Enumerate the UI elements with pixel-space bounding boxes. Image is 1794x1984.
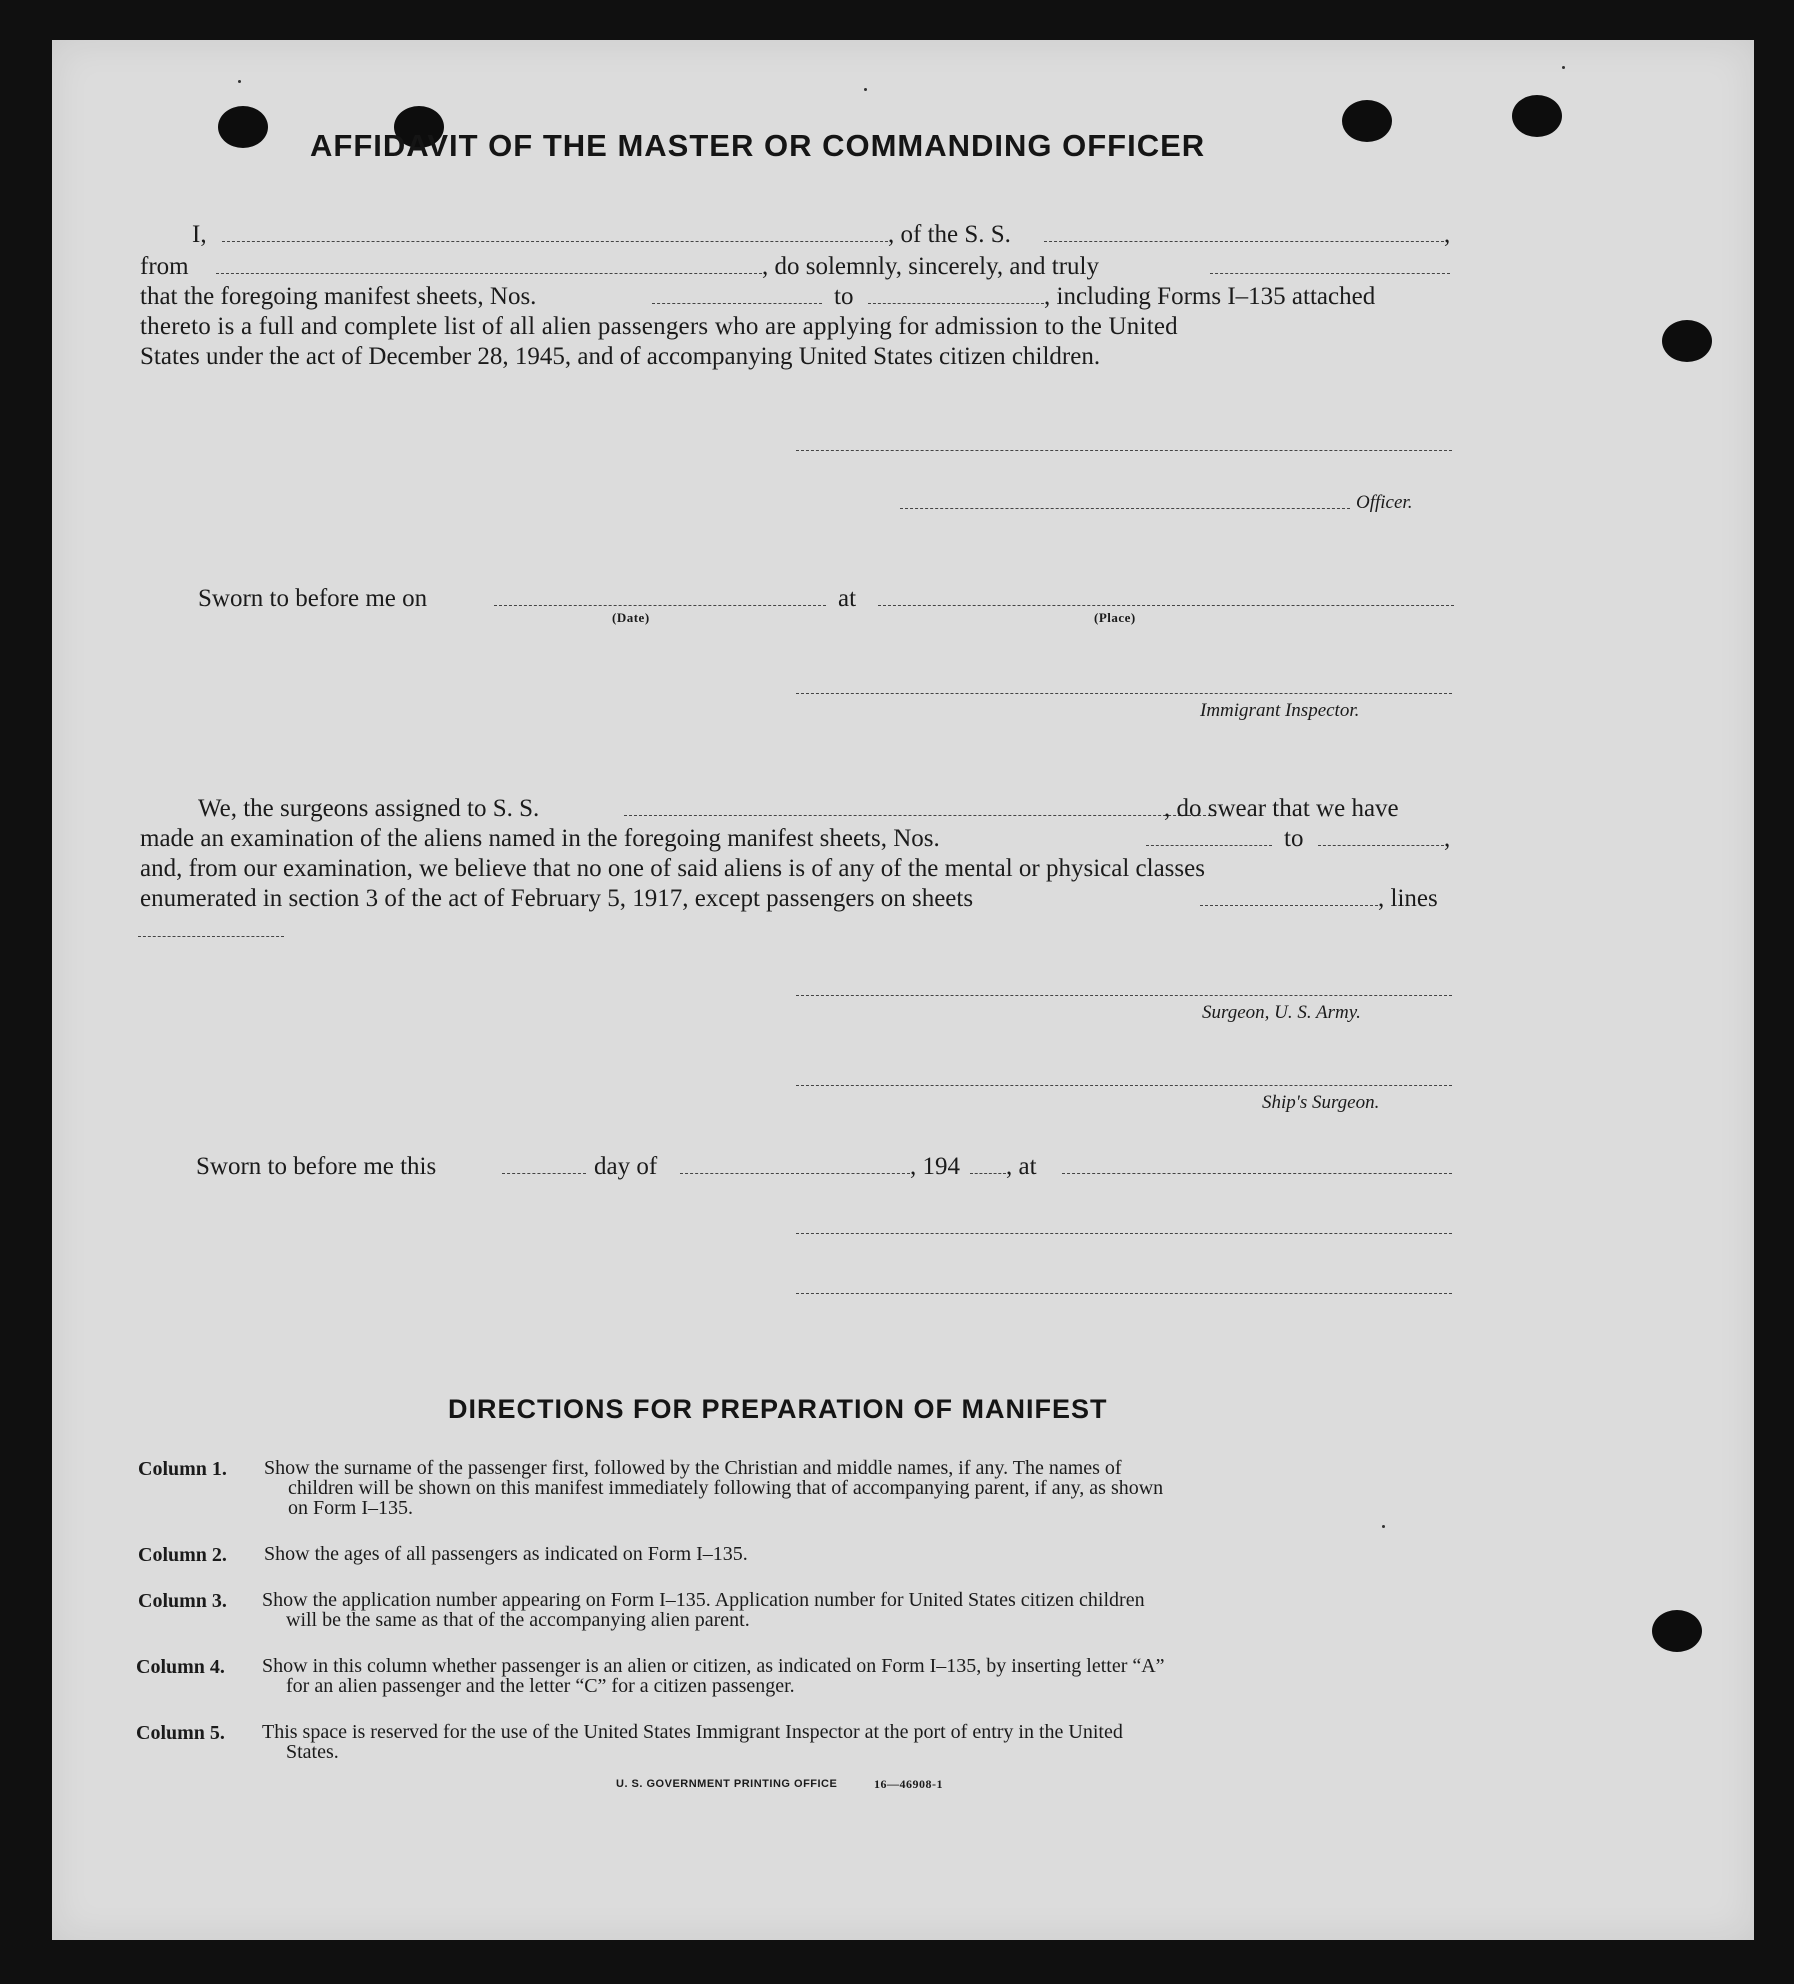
inspector-label: Immigrant Inspector. [1200,700,1360,721]
affidavit-line-1c: , [1444,221,1451,248]
sworn-date-field[interactable] [494,605,826,606]
sworn-2-b: day of [594,1153,658,1180]
surgeons-line-2b: to [1284,825,1304,852]
sworn-1-a: Sworn to before me on [198,585,428,612]
speck [1562,66,1565,69]
name-field[interactable] [222,241,888,242]
lines-field[interactable] [138,936,284,937]
army-surgeon-label: Surgeon, U. S. Army. [1202,1002,1361,1023]
form-code: 16—46908-1 [874,1777,943,1791]
from-field[interactable] [216,273,762,274]
column-4-text [262,1656,1454,1696]
printer-imprint: U. S. GOVERNMENT PRINTING OFFICE [616,1778,838,1790]
sworn-2-d: , at [1006,1153,1037,1180]
column-1-text-2: children will be shown on this manifest immediately following that of accompanying parent, if any, as shown [288,1477,1164,1499]
column-5-label: Column 5. [136,1722,225,1744]
officer-label: Officer. [1356,492,1413,513]
sworn-2-signature-line-2[interactable] [796,1293,1452,1294]
surgeons-nos-to-field[interactable] [1318,845,1444,846]
affidavit-line-1b: , of the S. S. [888,221,1011,248]
affidavit-line-3c: , including Forms I–135 attached [1044,283,1376,310]
sworn-1-b: at [838,585,857,612]
ship-surgeon-label: Ship's Surgeon. [1262,1092,1380,1113]
surgeons-line-3: and, from our examination, we believe that no one of said aliens is of any of the mental or physical classes [140,855,1205,882]
column-5-text-1: This space is reserved for the use of the United States Immigrant Inspector at the port of entry in the United [262,1721,1123,1743]
ship-surgeon-signature-line[interactable] [796,1085,1452,1086]
surgeons-line-2c: , [1444,825,1451,852]
nos-from-field[interactable] [652,303,822,304]
place-label: (Place) [1094,610,1136,625]
sworn-2-signature-line-1[interactable] [796,1233,1452,1234]
punch-hole [1342,100,1392,142]
column-3-text-1: Show the application number appearing on Form I–135. Application number for United States citizen children [262,1589,1145,1611]
surgeons-line-1a: We, the surgeons assigned to S. S. [198,795,540,822]
column-3-label: Column 3. [138,1590,227,1612]
column-3-text [262,1590,1454,1630]
column-5-text [262,1722,1454,1762]
sworn-month-field[interactable] [680,1173,910,1174]
column-2-text-1: Show the ages of all passengers as indicated on Form I–135. [264,1543,748,1565]
sworn-year-field[interactable] [970,1173,1006,1174]
punch-hole [1512,95,1562,137]
ship-field[interactable] [1044,241,1444,242]
sworn-place-field[interactable] [878,605,1454,606]
column-2-label: Column 2. [138,1544,227,1566]
affidavit-line-4: thereto is a full and complete list of all alien passengers who are applying for admission to the United [140,313,1178,340]
form-sheet [52,40,1754,1940]
column-4-label: Column 4. [136,1656,225,1678]
affidavit-line-5: States under the act of December 28, 1945, and of accompanying United States citizen children. [140,343,1101,370]
surgeons-line-2a: made an examination of the aliens named in the foregoing manifest sheets, Nos. [140,825,940,852]
surgeons-ship-field[interactable] [624,815,1216,816]
surgeons-nos-from-field[interactable] [1146,845,1272,846]
speck [864,88,867,91]
column-4-text-2: for an alien passenger and the letter “C” for a citizen passenger. [286,1675,795,1697]
column-1-text-1: Show the surname of the passenger first, followed by the Christian and middle names, if any. The names of [264,1457,1122,1479]
affidavit-line-2b: , do solemnly, sincerely, and truly [762,253,1099,280]
affidavit-line-3a: that the foregoing manifest sheets, Nos. [140,283,537,310]
sheets-field[interactable] [1200,905,1378,906]
officer-signature-line[interactable] [796,450,1452,451]
column-3-text-2: will be the same as that of the accompanying alien parent. [286,1609,750,1631]
sworn-day-field[interactable] [502,1173,586,1174]
nos-to-field[interactable] [868,303,1044,304]
date-label: (Date) [612,610,650,625]
affidavit-line-3b: to [834,283,854,310]
surgeons-line-4b: , lines [1378,885,1438,912]
punch-hole [1662,320,1712,362]
column-1-text-3: on Form I–135. [288,1497,413,1519]
column-2-text [264,1544,1454,1564]
officer-title-line[interactable] [900,508,1350,509]
speck [1382,1525,1385,1528]
inspector-signature-line[interactable] [796,693,1452,694]
sworn-2-a: Sworn to before me this [196,1153,437,1180]
column-5-text-2: States. [286,1741,339,1763]
affidavit-title: AFFIDAVIT OF THE MASTER OR COMMANDING OFFICER [310,128,1206,163]
sworn-2-c: , 194 [910,1153,960,1180]
punch-hole [218,106,268,148]
sworn-2-place-field[interactable] [1062,1173,1452,1174]
speck [238,80,241,83]
surgeons-line-4a: enumerated in section 3 of the act of February 5, 1917, except passengers on sheets [140,885,974,912]
surgeons-line-1b: , do swear that we have [1164,795,1399,822]
directions-title: DIRECTIONS FOR PREPARATION OF MANIFEST [448,1394,1108,1424]
punch-hole [1652,1610,1702,1652]
column-1-text [264,1458,1454,1518]
sworn-field[interactable] [1210,273,1450,274]
affidavit-line-1a: I, [192,221,207,248]
affidavit-line-2a: from [140,253,189,280]
army-surgeon-signature-line[interactable] [796,995,1452,996]
column-1-label: Column 1. [138,1458,227,1480]
column-4-text-1: Show in this column whether passenger is an alien or citizen, as indicated on Form I–135, by inserting letter “A” [262,1655,1165,1677]
